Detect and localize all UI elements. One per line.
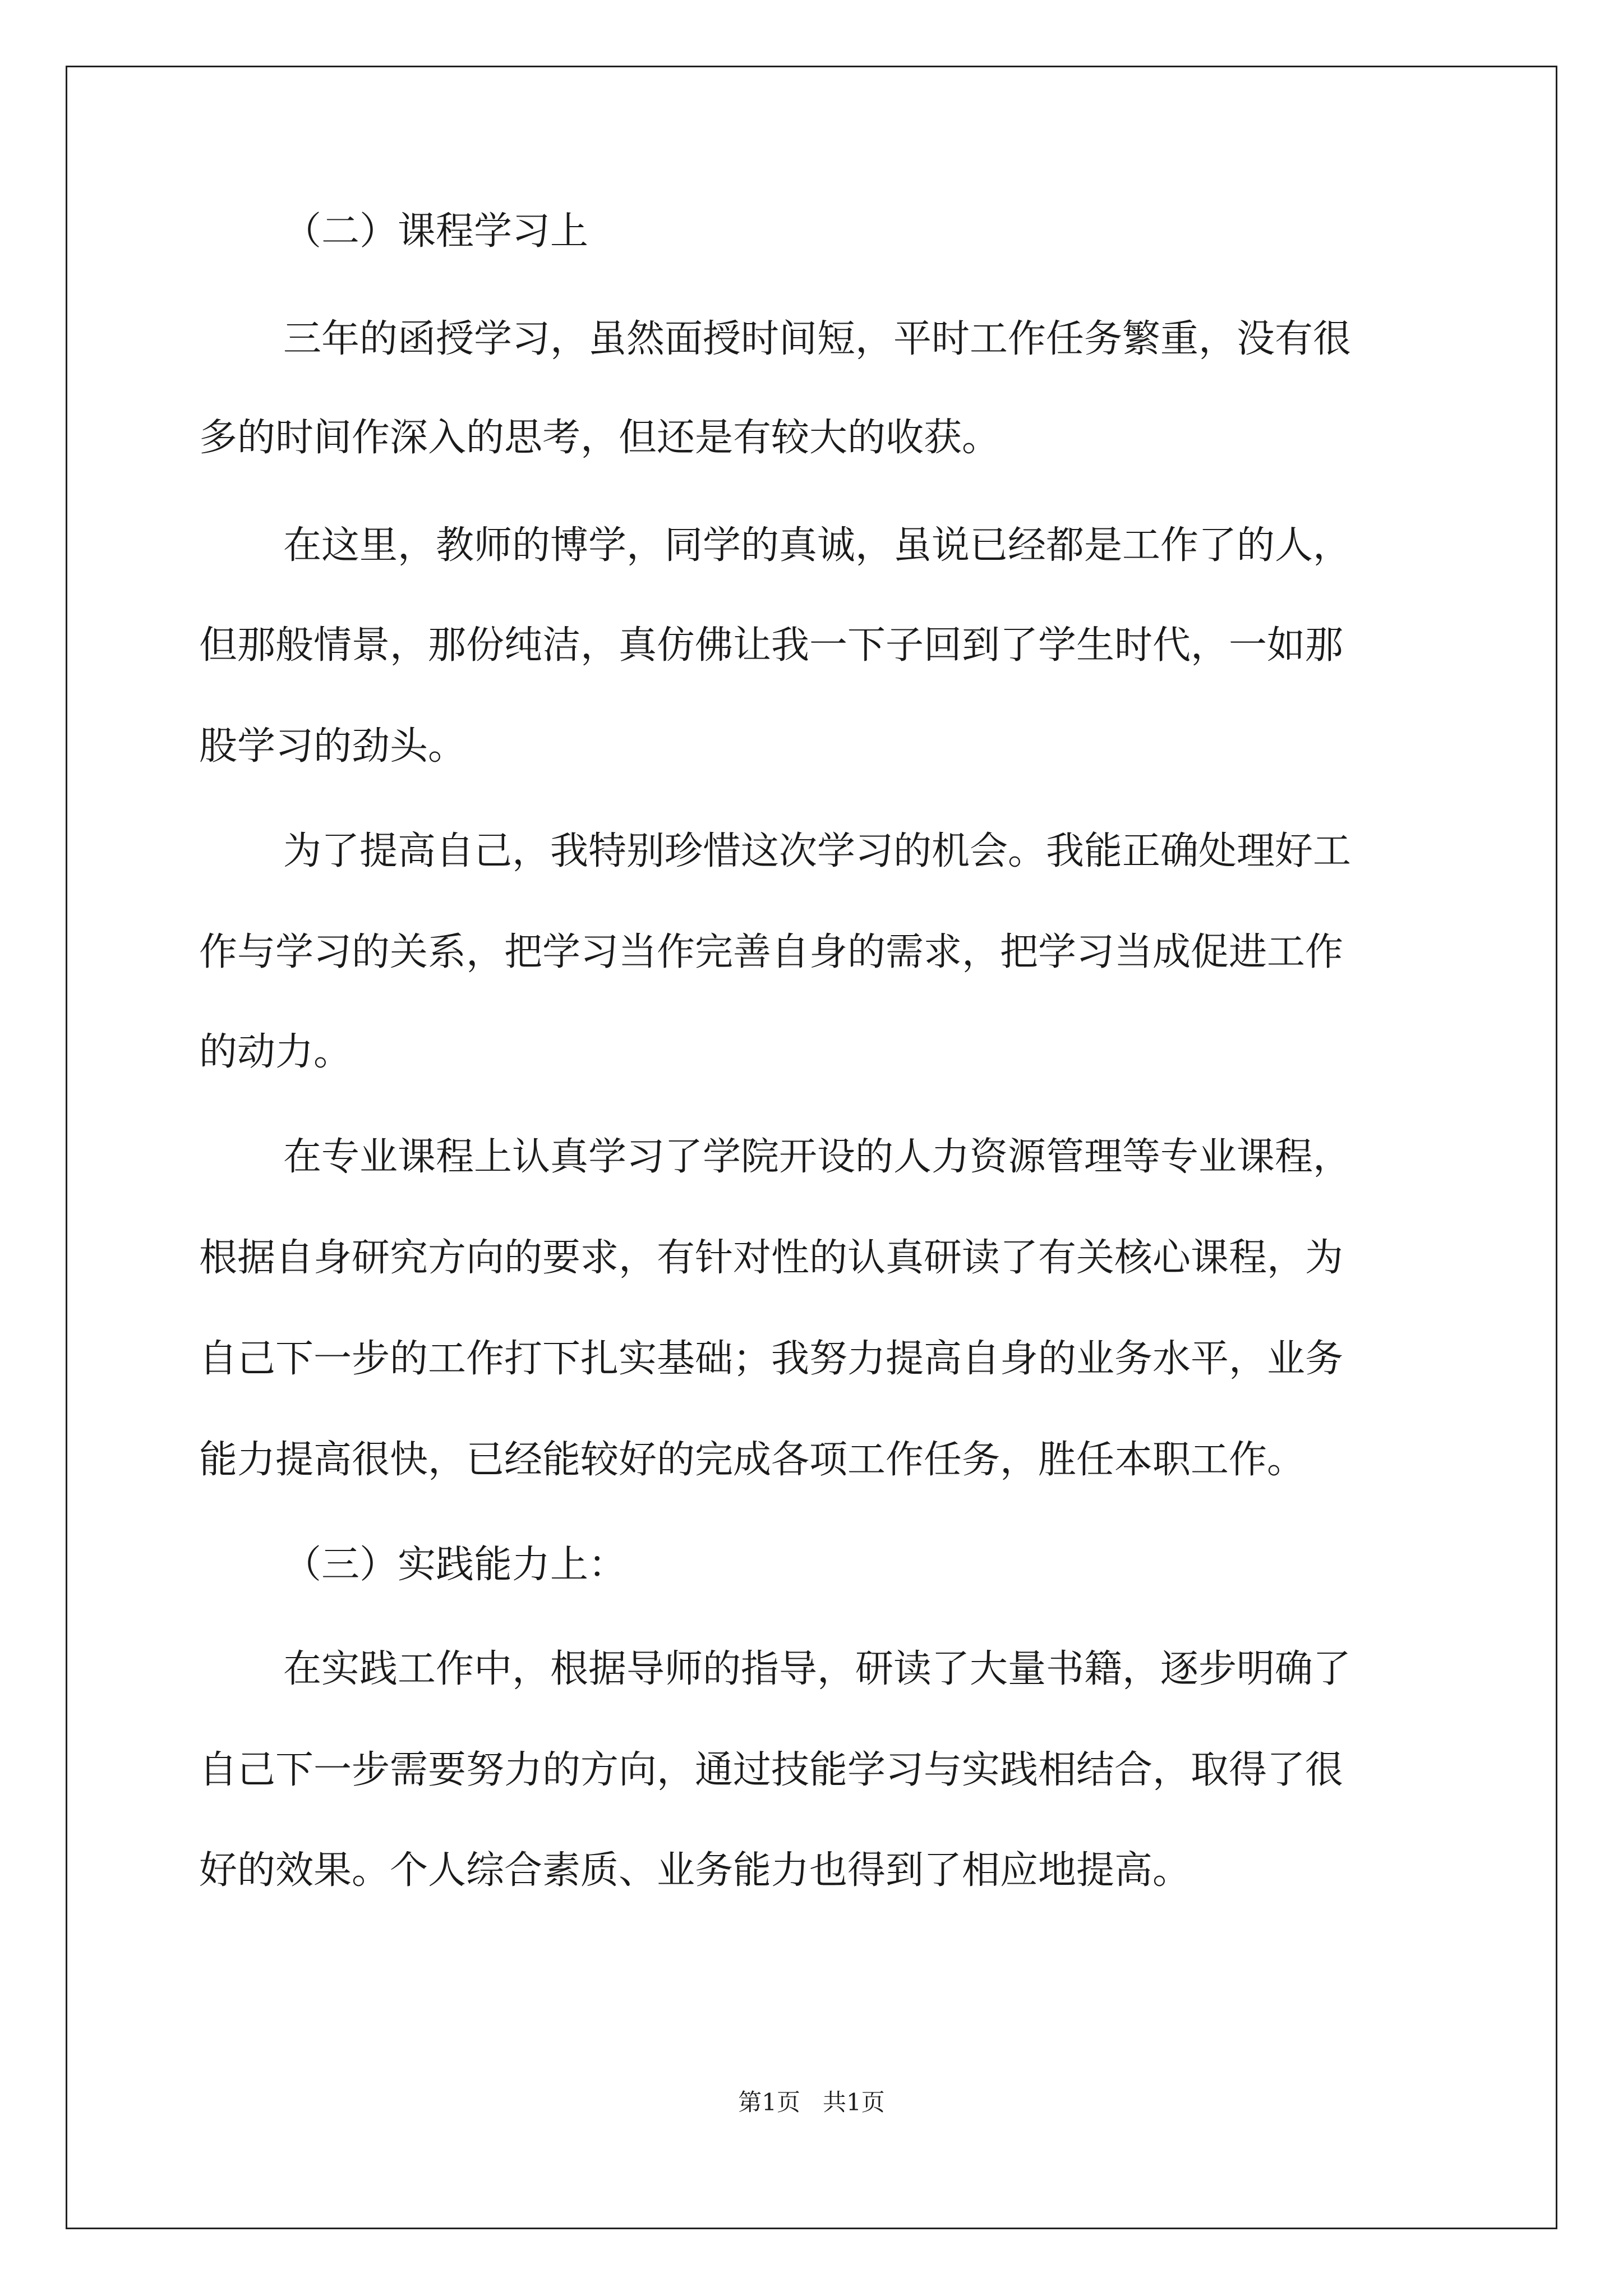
paragraph-line: 但那般情景，那份纯洁，真仿佛让我一下子回到了学生时代，一如那 xyxy=(199,623,1344,668)
paragraph-line: 在专业课程上认真学习了学院开设的人力资源管理等专业课程， xyxy=(283,1135,1352,1179)
paragraph-line: 股学习的劲头。 xyxy=(199,724,467,769)
paragraph-line: 好的效果。个人综合素质、业务能力也得到了相应地提高。 xyxy=(199,1848,1191,1893)
paragraph-line: 自己下一步的工作打下扎实基础；我努力提高自身的业务水平，业务 xyxy=(199,1337,1344,1381)
page-number-footer: 第1页 共1页 xyxy=(738,2088,885,2116)
section-heading-practice: （三）实践能力上： xyxy=(283,1543,627,1587)
paragraph-line: 在实践工作中，根据导师的指导，研读了大量书籍，逐步明确了 xyxy=(283,1647,1352,1691)
paragraph-line: 能力提高很快，已经能较好的完成各项工作任务，胜任本职工作。 xyxy=(199,1438,1306,1482)
section-heading-course-study: （二）课程学习上 xyxy=(283,209,589,254)
paragraph-line: 三年的函授学习，虽然面授时间短，平时工作任务繁重，没有很 xyxy=(283,317,1352,361)
paragraph-line: 自己下一步需要努力的方向，通过技能学习与实践相结合，取得了很 xyxy=(199,1748,1344,1792)
paragraph-line: 的动力。 xyxy=(199,1030,352,1074)
paragraph-line: 多的时间作深入的思考，但还是有较大的收获。 xyxy=(199,416,1000,460)
paragraph-line: 根据自身研究方向的要求，有针对性的认真研读了有关核心课程，为 xyxy=(199,1236,1344,1280)
paragraph-line: 为了提高自己，我特别珍惜这次学习的机会。我能正确处理好工 xyxy=(283,829,1352,873)
paragraph-line: 在这里，教师的博学，同学的真诚，虽说已经都是工作了的人， xyxy=(283,523,1352,568)
paragraph-line: 作与学习的关系，把学习当作完善自身的需求，把学习当成促进工作 xyxy=(199,930,1344,974)
